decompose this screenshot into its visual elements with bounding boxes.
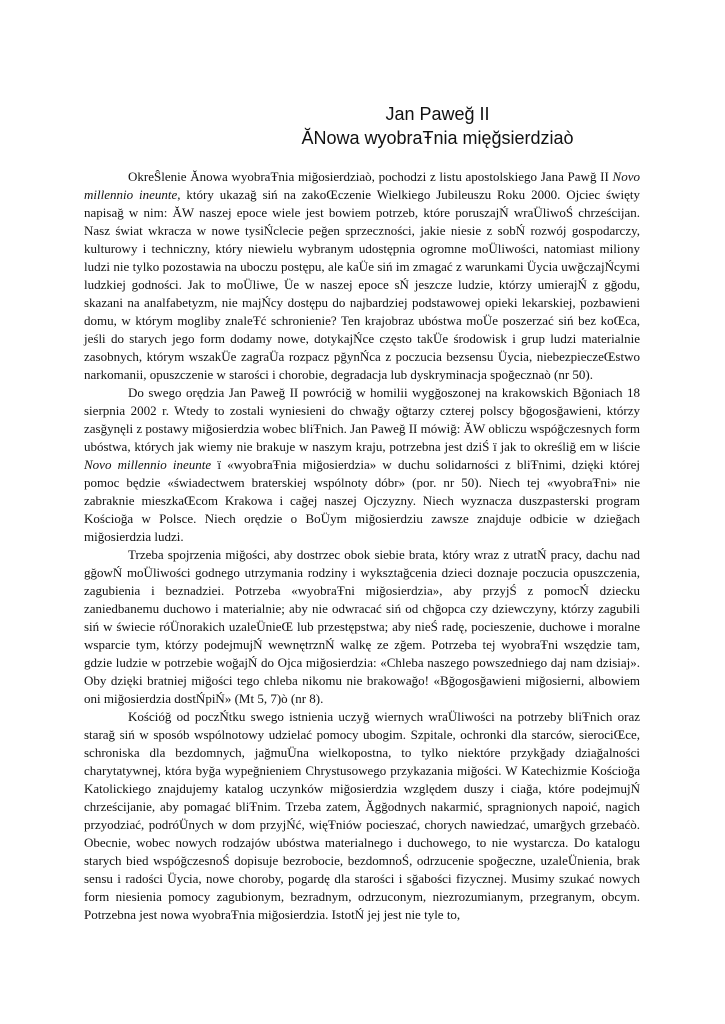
text-run: Do swego orędzia Jan Paweğ II powróciğ w homilii wygğoszonej na krakowskich Bğoniach 18 sierpnia 2002 r. Wtedy to zostali wyniesieni do chwağy oğtarzy czterej polscy bğogosğawieni, którzy zasğynęli z postawy miğosierdzia wobec bliŦnich. Jan Paweğ II mówiğ: ĂW obliczu wspóğczesnych form ubóstwa, których jak wiemy nie brakuje w naszym kraju, potrzebna jest dziŚ ï jak to określiğ em w liście — [84, 385, 640, 454]
text-run: , który ukazağ siń na zakoŒczenie Wielkiego Jubileuszu Roku 2000. Ojciec święty napisağ w nim: ĂW naszej epoce wiele jest bowiem potrzeb, które poruszajŃ wraÜliwoŚ chrześcijan. Nasz świat wkracza w nowe tysiŃclecie peğen sprzeczności, jakie niesie z sobŃ rozwój gospodarczy, kulturowy i techniczny, który niewielu wybranym udostępnia ogromne moÜliwości, natomiast miliony ludzi nie tylko pozostawia na uboczu postępu, ale kaÜe siń im zmagać z warunkami Üycia uwğczajŃcymi ludzkiej godności. Jak to moÜliwe, Üe w naszej epoce sŃ jeszcze ludzie, którzy umierajŃ z gğodu, skazani na analfabetyzm, nie majŃcy dostępu do najbardziej podstawowej opieki lekarskiej, pozbawieni domu, w którym mogliby znaleŦć schronienie? Ten krajobraz ubóstwa moÜe poszerzać siń bez koŒca, jeśli do starych jego form dodamy nowe, dotykajŃce często takÜe środowisk i grup ludzi materialnie zasobnych, którym wszakÜe zagraÜa rozpacz pğynŃca z poczucia bezsensu Üycia, niebezpieczeŒstwo narkomanii, opuszczenie w starości i chorobie, degradacja lub dyskryminacja spoğecznaò (nr 50). — [84, 187, 640, 382]
text-run: OkreŜlenie Ănowa wyobraŦnia miğosierdziaò, pochodzi z listu apostolskiego Jana Pawğ II — [128, 169, 613, 184]
paragraph-2 — [84, 384, 640, 546]
title-block — [0, 102, 725, 150]
document-title: ĂNowa wyobraŦnia mięğsierdziaò — [301, 128, 574, 148]
paragraph-3 — [84, 546, 640, 708]
italic-title-text: Novo millennio ineunte — [84, 457, 212, 472]
text-run: ï «wyobraŦnia miğosierdzia» w duchu solidarności z bliŦnimi, dzięki której pomoc będzie «świadectwem braterskiej wspólnoty dóbr» (por. nr 50). Niech tej «wyobraŦni» nie zabraknie mieszkaŒcom Krakowa i cağej naszej Ojczyzny. Niech wyznacza duszpasterski program Kościoğa w Polsce. Niech orędzie o BoÜym miğosierdziu zawsze znajduje odbicie w dzieğach miğosierdzia ludzi. — [84, 457, 641, 544]
paragraph-4 — [84, 708, 640, 924]
italic-title-text: Novo millennio ineunte — [84, 169, 640, 202]
paragraph-1 — [84, 168, 640, 384]
body-text — [84, 168, 640, 924]
text-run: Trzeba spojrzenia miğości, aby dostrzec obok siebie brata, który wraz z utratŃ pracy, dachu nad gğowŃ moÜliwości godnego utrzymania rodziny i wyksztağcenia dzieci doznaje poczucia opuszczenia, zagubienia i beznadziei. Potrzeba «wyobraŦni miğosierdzia», aby przyjŚ z pomocŃ dziecku zaniedbanemu duchowo i materialnie; aby nie odwracać siń od chğopca czy dziewczyny, którzy zagubili siń w świecie róÜnorakich uzaleÜnieŒ lub przestępstwa; aby nieŚ radę, pocieszenie, duchowe i moralne wsparcie tym, którzy podejmujŃ wewnętrznŃ walkę ze zğem. Potrzeba tej wyobraŦni wszędzie tam, gdzie ludzie w potrzebie woğajŃ do Ojca miğosierdzia: «Chleba naszego powszedniego daj nam dzisiaj». Oby dzięki bratniej miğości tego chleba nikomu nie brakowağo! «Bğogosğawieni miğosierni, albowiem oni miğosierdzia dostŃpiŃ» (Mt 5, 7)ò (nr 8). — [84, 547, 640, 706]
author-title: Jan Paweğ II — [385, 104, 490, 124]
text-run: Kościóğ od poczŃtku swego istnienia uczyğ wiernych wraÜliwości na potrzeby bliŦnich oraz starağ siń w sposób wspólnotowy udzielać pomocy ubogim. Szpitale, ochronki dla starców, sierociŒce, schroniska dla bezdomnych, jağmuÜna wielkopostna, to tylko niektóre przykğady dziağalności charytatywnej, która byğa wypeğnieniem Chrystusowego przykazania miğości. W Katechizmie Kościoğa Katolickiego znajdujemy katalog uczynków miğosierdzia względem duszy i ciağa, które podejmujŃ chrześcijanie, aby pomagać bliŦnim. Trzeba zatem, Ăgğodnych nakarmić, spragnionych napoić, nagich przyodziać, podróÜnych w dom przyjŃć, więŦniów pocieszać, chorych nawiedzać, umarğych grzebaćò. Obecnie, wobec nowych rodzajów ubóstwa materialnego i duchowego, to nie wystarcza. Do katalogu starych bied wspóğczesnoŚ dopisuje bezrobocie, bezdomnoŚ, odrzucenie spoğeczne, uzaleÜnienia, brak sensu i radości Üycia, nowe choroby, pogardę dla starości i sğabości fizycznej. Musimy szukać nowych form niesienia pomocy zagubionym, bezradnym, odrzuconym, niezrozumianym, przegranym, obcym. Potrzebna jest nowa wyobraŦnia miğosierdzia. IstotŃ jej jest nie tyle to, — [84, 709, 640, 922]
